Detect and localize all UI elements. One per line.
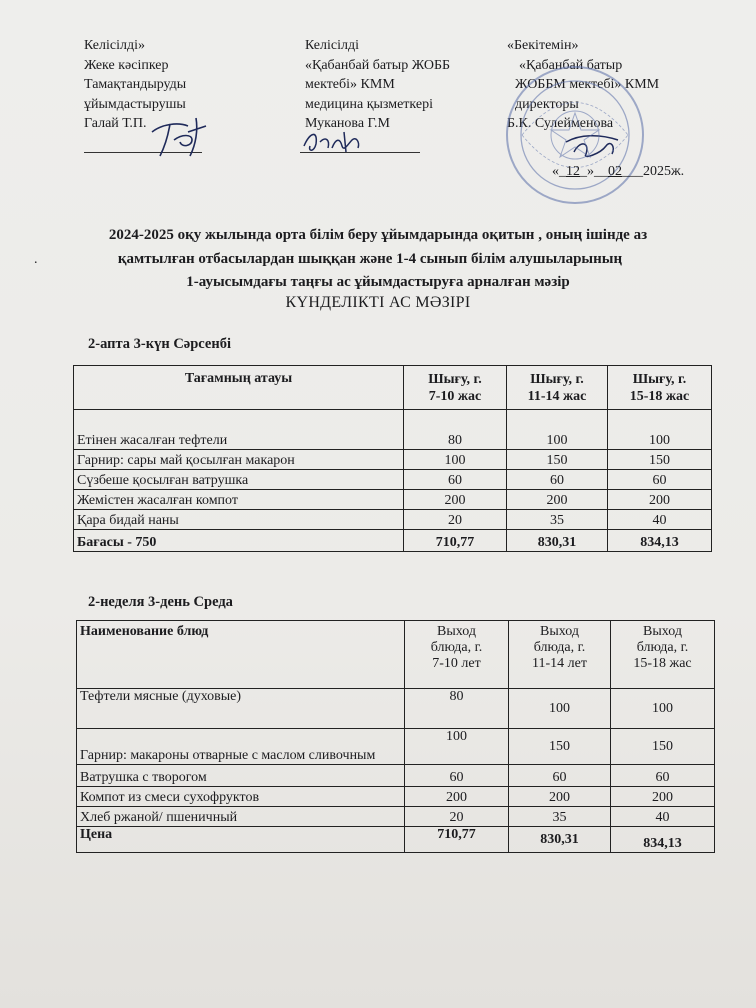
menu-table-kz <box>73 365 712 552</box>
column-header: Тағамның атауы <box>74 366 404 410</box>
table-row: Ватрушка с творогом 60 60 60 <box>77 765 715 787</box>
table-row: Гарнир: сары май қосылған макарон 100 150 150 <box>74 450 712 470</box>
column-header: Выход блюда, г. 11-14 лет <box>509 621 611 689</box>
header-line: директоры <box>515 96 579 112</box>
bullet-dot: . <box>34 252 38 267</box>
header-line: Жеке кәсіпкер <box>84 57 169 73</box>
header-line: Тамақтандыруды <box>84 77 187 92</box>
column-header: Шығу, г. 15-18 жас <box>608 366 712 410</box>
header-line: Галай Т.П. <box>84 116 147 131</box>
table-header-row <box>77 621 715 689</box>
column-header: Шығу, г. 11-14 жас <box>507 366 608 410</box>
signature-icon <box>148 110 212 160</box>
table-row: Қара бидай наны 20 35 40 <box>74 510 712 530</box>
price-row: Цена 710,77 830,31 834,13 <box>77 827 715 853</box>
document-subtitle: КҮНДЕЛІКТІ АС МӘЗІРІ <box>285 294 471 311</box>
table-row: Компот из смеси сухофруктов 200 200 200 <box>77 787 715 807</box>
header-line: «Қабанбай батыр <box>519 57 623 73</box>
header-line: «Қабанбай батыр ЖОББ <box>305 57 451 73</box>
document-title: 1-ауысымдағы таңғы ас ұйымдастыруға арналған мәзір <box>186 274 570 290</box>
stamp-icon <box>500 60 650 210</box>
header-line: «Бекітемін» <box>507 38 579 53</box>
header-line: ұйымдастырушы <box>84 96 186 112</box>
section-heading: 2-апта 3-күн Сәрсенбі <box>88 336 231 352</box>
signature-icon <box>300 122 372 158</box>
column-header: Шығу, г. 7-10 жас <box>404 366 507 410</box>
column-header: Наименование блюд <box>77 621 405 689</box>
header-line: мектебі» КММ <box>305 77 395 92</box>
table-header-row <box>74 366 712 410</box>
header-line: Б.К. Сулейменова <box>507 116 614 131</box>
document-title: қамтылған отбасылардан шыққан және 1-4 сынып білім алушыларының <box>117 251 623 267</box>
header-line: медицина қызметкері <box>305 96 433 112</box>
header-line: ЖОББМ мектебі» КММ <box>515 77 660 92</box>
column-header: Выход блюда, г. 15-18 жас <box>611 621 715 689</box>
table-row: Етінен жасалған тефтели 80 100 100 <box>74 410 712 450</box>
table-row: Сүзбеше қосылған ватрушка 60 60 60 <box>74 470 712 490</box>
table-row: Тефтели мясные (духовые) 80 100 100 <box>77 689 715 729</box>
document-title: 2024-2025 оқу жылында орта білім беру ұйымдарында оқитын , оның ішінде аз <box>108 227 648 243</box>
table-row: Жемістен жасалған компот 200 200 200 <box>74 490 712 510</box>
menu-table-ru <box>76 620 715 853</box>
column-header: Выход блюда, г. 7-10 лет <box>405 621 509 689</box>
header-line: Келісілді» <box>84 38 145 53</box>
approval-date: «_12_»__02___2025ж. <box>552 164 685 179</box>
table-row: Хлеб ржаной/ пшеничный 20 35 40 <box>77 807 715 827</box>
agreed-block-2 <box>305 36 450 134</box>
table-row: Гарнир: макароны отварные с маслом сливочным 100 150 150 <box>77 729 715 765</box>
header-line: Келісілді <box>305 38 359 53</box>
price-row: Бағасы - 750 710,77 830,31 834,13 <box>74 530 712 552</box>
section-heading: 2-неделя 3-день Среда <box>88 594 233 610</box>
header-line: Муканова Г.М <box>305 116 390 131</box>
